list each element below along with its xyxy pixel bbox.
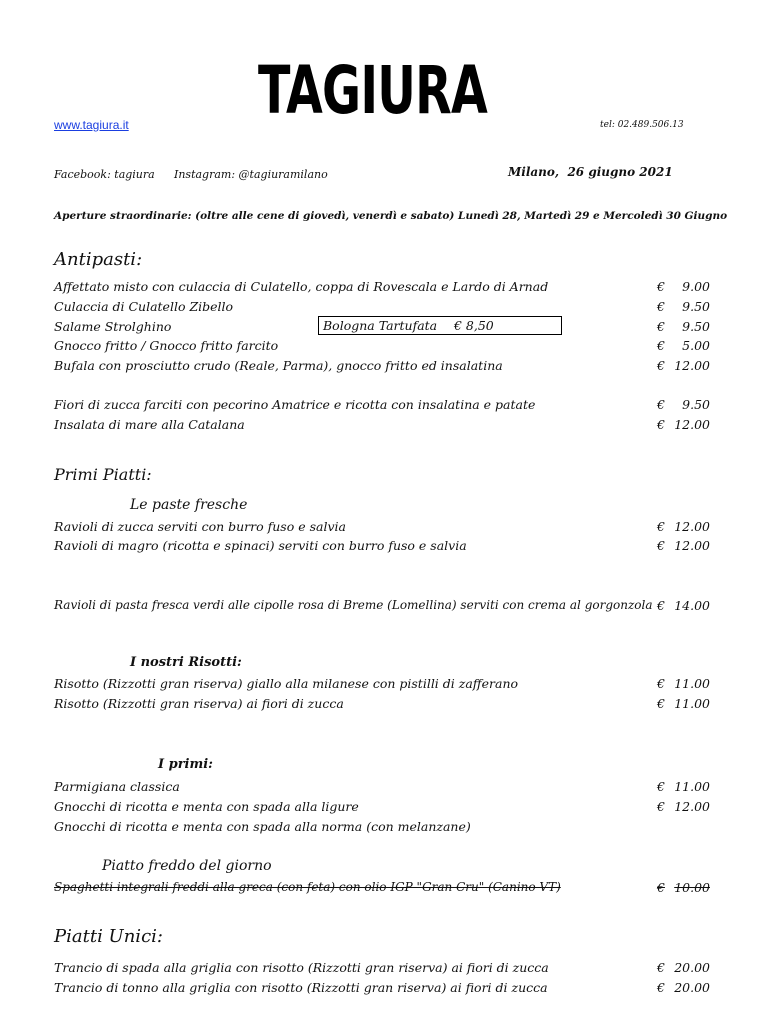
opening-notice: Aperture straordinarie: (oltre alle cene di giovedì, venerdì e sabato) Lunedì 28, Martedì 29 e Mercoledì 30 Giugno: [54, 210, 728, 222]
menu-item: [54, 299, 710, 317]
menu-item: [54, 279, 710, 297]
section-title-primi: Primi Piatti:: [54, 465, 152, 484]
menu-item: [54, 696, 710, 714]
facebook-handle: Facebook: tagiura: [54, 168, 155, 181]
menu-item-unavailable: [54, 880, 710, 898]
item-name: Affettato misto con culaccia di Culatello, coppa di Rovescala e Lardo di Arnad: [54, 279, 549, 294]
item-name: Ravioli di magro (ricotta e spinaci) serviti con burro fuso e salvia: [54, 538, 467, 553]
item-price: 10.00: [674, 880, 710, 895]
menu-item: [54, 960, 710, 978]
currency: €: [657, 598, 665, 613]
currency: €: [657, 538, 665, 553]
item-price: 20.00: [674, 980, 710, 995]
currency: €: [657, 676, 665, 691]
currency: €: [657, 696, 665, 711]
currency: €: [657, 358, 665, 373]
item-price: 12.00: [674, 538, 710, 553]
item-name: Spaghetti integrali freddi alla greca (con feta) con olio IGP "Gran Cru" (Canino VT): [54, 880, 561, 894]
subsection-title-risotti: I nostri Risotti:: [130, 655, 242, 670]
currency: €: [657, 299, 665, 314]
menu-item: [54, 417, 710, 435]
menu-date: [508, 165, 673, 179]
date: 26 giugno 2021: [567, 165, 673, 179]
instagram-handle: Instagram: @tagiuramilano: [174, 168, 328, 181]
currency: €: [657, 779, 665, 794]
item-name: Insalata di mare alla Catalana: [54, 417, 245, 432]
website-link[interactable]: www.tagiura.it: [54, 118, 129, 132]
menu-item: [54, 819, 710, 837]
item-price: 12.00: [674, 417, 710, 432]
currency: €: [657, 397, 665, 412]
item-price: 20.00: [674, 960, 710, 975]
item-name: Bufala con prosciutto crudo (Reale, Parma), gnocco fritto ed insalatina: [54, 358, 503, 373]
menu-item: [54, 519, 710, 537]
item-price: 11.00: [674, 676, 710, 691]
item-price: 11.00: [674, 696, 710, 711]
currency: €: [657, 960, 665, 975]
special-item-name: Bologna Tartufata: [323, 318, 438, 333]
telephone: tel: 02.489.506.13: [600, 120, 684, 130]
currency: €: [657, 319, 665, 334]
menu-item: [54, 676, 710, 694]
item-name: Salame Strolghino: [54, 319, 172, 334]
item-price: 12.00: [674, 519, 710, 534]
item-name: Gnocchi di ricotta e menta con spada alla ligure: [54, 799, 359, 814]
item-price: 9.50: [682, 319, 710, 334]
menu-item: [54, 598, 710, 616]
currency: €: [657, 880, 665, 895]
currency: €: [657, 279, 665, 294]
item-name: Ravioli di zucca serviti con burro fuso e salvia: [54, 519, 346, 534]
menu-item: [54, 980, 710, 998]
item-price: 12.00: [674, 799, 710, 814]
item-price: 11.00: [674, 779, 710, 794]
special-item-box: [318, 316, 562, 335]
item-price: 5.00: [682, 338, 710, 353]
city: Milano,: [508, 165, 560, 179]
subsection-title-freddo: Piatto freddo del giorno: [102, 858, 272, 874]
currency: €: [657, 980, 665, 995]
item-name: Risotto (Rizzotti gran riserva) giallo alla milanese con pistilli di zafferano: [54, 676, 519, 691]
item-price: 9.00: [682, 279, 710, 294]
subsection-title-paste: Le paste fresche: [130, 497, 248, 513]
item-price: 14.00: [674, 598, 710, 613]
item-price: 9.50: [682, 397, 710, 412]
section-title-unici: Piatti Unici:: [54, 926, 163, 947]
item-price: 12.00: [674, 358, 710, 373]
item-price: 9.50: [682, 299, 710, 314]
currency: €: [657, 417, 665, 432]
restaurant-logo: TAGIURA: [258, 52, 488, 129]
currency: €: [657, 519, 665, 534]
item-name: Culaccia di Culatello Zibello: [54, 299, 234, 314]
item-name: Fiori di zucca farciti con pecorino Amatrice e ricotta con insalatina e patate: [54, 397, 536, 412]
item-name: Ravioli di pasta fresca verdi alle cipolle rosa di Breme (Lomellina) serviti con crema al gorgonzola: [54, 598, 653, 612]
menu-item: [54, 358, 710, 376]
currency: €: [657, 338, 665, 353]
section-title-antipasti: Antipasti:: [54, 249, 143, 270]
special-item-price: € 8,50: [454, 318, 494, 333]
item-name: Trancio di tonno alla griglia con risotto (Rizzotti gran riserva) ai fiori di zucca: [54, 980, 548, 995]
menu-item: [54, 397, 710, 415]
item-name: Gnocco fritto / Gnocco fritto farcito: [54, 338, 279, 353]
item-name: Parmigiana classica: [54, 779, 180, 794]
item-name: Trancio di spada alla griglia con risotto (Rizzotti gran riserva) ai fiori di zucca: [54, 960, 549, 975]
currency: €: [657, 799, 665, 814]
menu-item: [54, 779, 710, 797]
menu-item: [54, 538, 710, 556]
menu-item: [54, 338, 710, 356]
item-name: Gnocchi di ricotta e menta con spada alla norma (con melanzane): [54, 819, 471, 834]
menu-item: [54, 799, 710, 817]
subsection-title-iprimi: I primi:: [158, 757, 213, 772]
item-name: Risotto (Rizzotti gran riserva) ai fiori di zucca: [54, 696, 344, 711]
